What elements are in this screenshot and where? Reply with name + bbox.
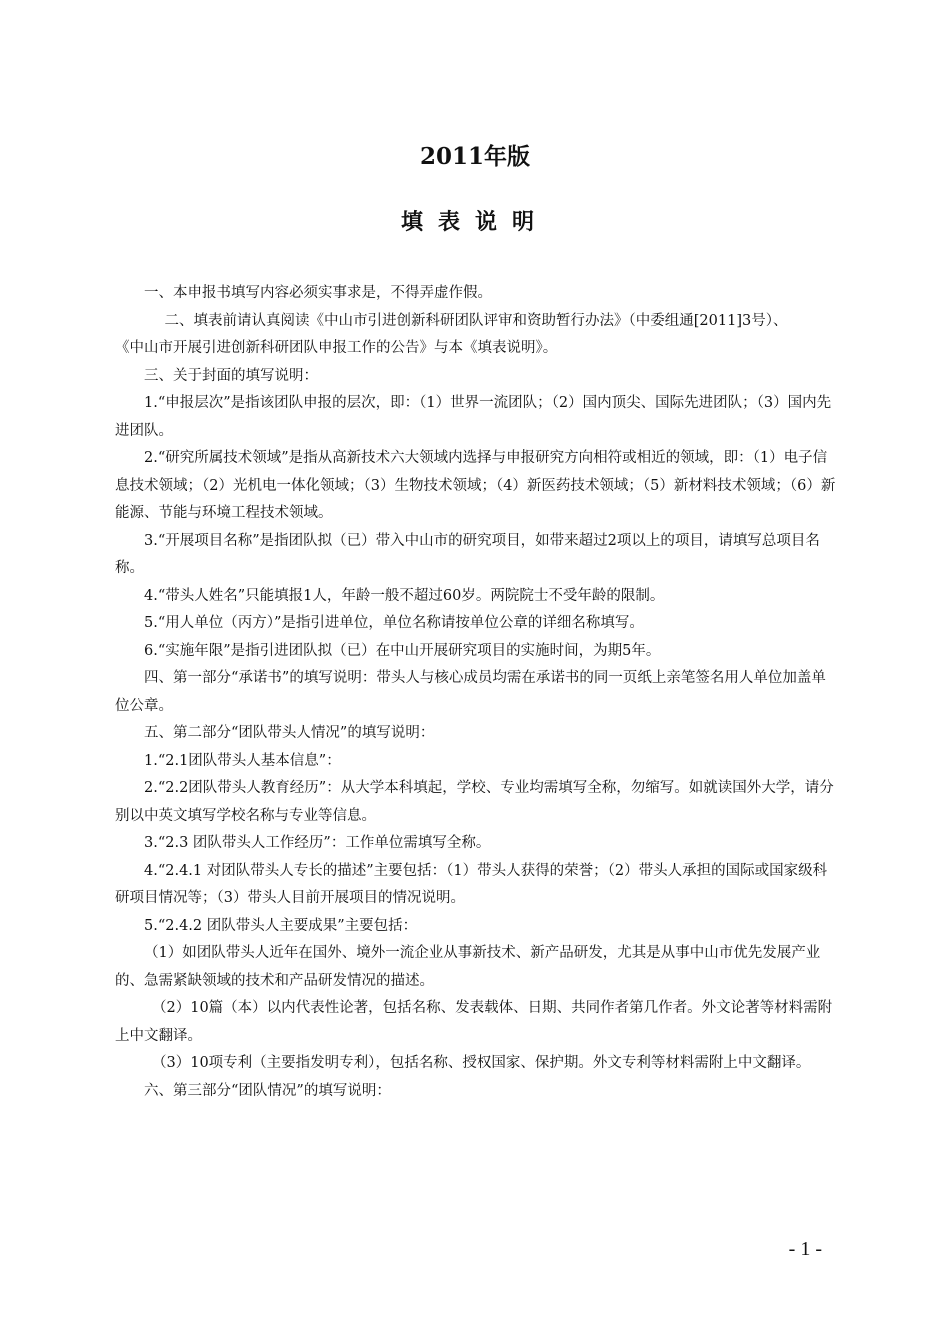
paragraph: 1.“申报层次”是指该团队申报的层次，即：（1）世界一流团队；（2）国内顶尖、国际先进团队；（3）国内先进团队。 bbox=[115, 395, 832, 439]
paragraph: 5.“用人单位（丙方）”是指引进单位，单位名称请按单位公章的详细名称填写。 bbox=[144, 615, 644, 631]
paragraph: 六、第三部分“团队情况”的填写说明： bbox=[144, 1082, 391, 1099]
paragraph: 4.“2.4.1 对团队带头人专长的描述”主要包括：（1）带头人获得的荣誉；（2）带头人承担的国际或国家级科研项目情况等；（3）带头人目前开展项目的情况说明。 bbox=[115, 862, 828, 906]
paragraph: 5.“2.4.2 团队带头人主要成果”主要包括： bbox=[144, 917, 418, 934]
paragraph: 6.“实施年限”是指引进团队拟（已）在中山开展研究项目的实施时间，为期5年。 bbox=[144, 642, 661, 659]
paragraph: 三、关于封面的填写说明： bbox=[144, 367, 318, 384]
paragraph: 一、本申报书填写内容必须实事求是，不得弄虚作假。 bbox=[144, 285, 492, 301]
instructions-body bbox=[115, 280, 837, 1105]
paragraph: （3）10项专利（主要指发明专利），包括名称、授权国家、保护期。外文专利等材料需附上中文翻译。 bbox=[152, 1055, 811, 1071]
paragraph: 《中山市开展引进创新科研团队申报工作的公告》与本《填表说明》。 bbox=[115, 340, 558, 356]
paragraph: 二、填表前请认真阅读《中山市引进创新科研团队评审和资助暂行办法》（中委组通[2011]3号）、 bbox=[164, 312, 788, 329]
main-title: 填表说明 bbox=[400, 209, 549, 235]
version-title: 2011年版 bbox=[419, 143, 530, 170]
paragraph: 2.“研究所属技术领域”是指从高新技术六大领域内选择与申报研究方向相符或相近的领域，即：（1）电子信息技术领域；（2）光机电一体化领域；（3）生物技术领域；（4）新医药技术领域；（5）新材料技术领域；（6）新能源、节能与环境工程技术领域。 bbox=[115, 450, 836, 521]
paragraph: 四、第一部分“承诺书”的填写说明：带头人与核心成员均需在承诺书的同一页纸上亲笔签名用人单位加盖单位公章。 bbox=[115, 670, 826, 714]
paragraph: 4.“带头人姓名”只能填报1人，年龄一般不超过60岁。两院院士不受年龄的限制。 bbox=[144, 587, 665, 604]
page-number: - 1 - bbox=[788, 1238, 822, 1260]
paragraph: （1）如团队带头人近年在国外、境外一流企业从事新技术、新产品研发，尤其是从事中山市优先发展产业的、急需紧缺领域的技术和产品研发情况的描述。 bbox=[115, 945, 821, 989]
paragraph: 五、第二部分“团队带头人情况”的填写说明： bbox=[144, 725, 435, 741]
paragraph: 3.“2.3 团队带头人工作经历”：工作单位需填写全称。 bbox=[144, 835, 491, 851]
paragraph: 3.“开展项目名称”是指团队拟（已）带入中山市的研究项目，如带来超过2项以上的项目，请填写总项目名称。 bbox=[115, 532, 820, 576]
paragraph: （2）10篇（本）以内代表性论著，包括名称、发表载体、日期、共同作者第几作者。外文论著等材料需附上中文翻译。 bbox=[115, 1000, 833, 1044]
paragraph: 2.“2.2团队带头人教育经历”：从大学本科填起，学校、专业均需填写全称，勿缩写。如就读国外大学，请分别以中英文填写学校名称与专业等信息。 bbox=[115, 780, 834, 824]
paragraph: 1.“2.1团队带头人基本信息”： bbox=[144, 752, 341, 769]
